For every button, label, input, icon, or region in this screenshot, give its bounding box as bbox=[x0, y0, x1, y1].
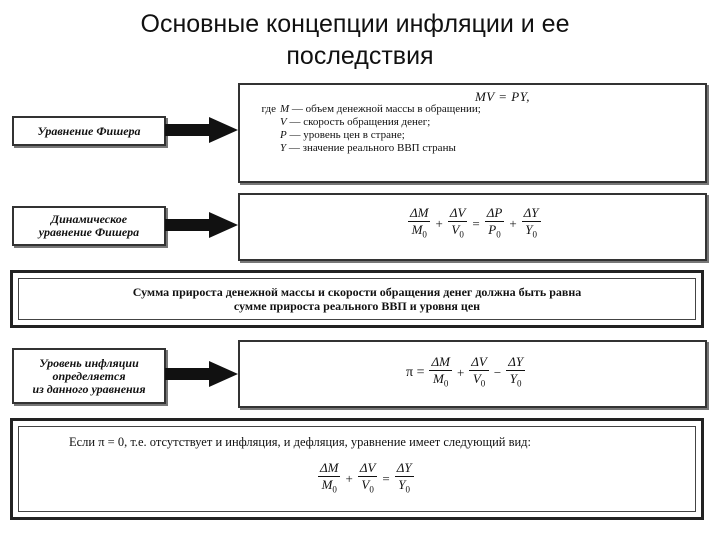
fisher-variable-list bbox=[248, 103, 481, 155]
inflation-label-line-1: Уровень инфляции bbox=[39, 355, 139, 370]
operator: + bbox=[435, 215, 443, 231]
operator: + bbox=[345, 470, 353, 486]
fisher-equation: MV = PY, bbox=[474, 89, 531, 104]
operator: − bbox=[493, 364, 502, 380]
inflation-lhs: π = bbox=[406, 364, 425, 380]
inflation-level-label bbox=[12, 348, 166, 404]
inflation-formula bbox=[404, 355, 528, 391]
arrow-right-icon bbox=[165, 212, 239, 238]
conclusion-banner-inner bbox=[18, 278, 696, 320]
fraction: $\frac{\Delta M}{M_0}$ bbox=[320, 460, 339, 495]
zero-inflation-box-inner bbox=[18, 426, 696, 512]
inflation-label-line-3: из данного уравнения bbox=[32, 381, 146, 396]
fisher-label-text: Уравнение Фишера bbox=[37, 123, 141, 138]
banner-line-1: Сумма прироста денежной массы и скорости обращения денег должна быть равна bbox=[132, 285, 582, 299]
operator: + bbox=[509, 215, 517, 231]
variable-definition: V — скорость обращения денег; bbox=[280, 116, 431, 128]
banner-line-2: сумме прироста реального ВВП и уровня цен bbox=[233, 299, 481, 313]
fraction: $\frac{\Delta Y}{Y_0}$ bbox=[396, 460, 412, 495]
zero-inflation-formula bbox=[315, 461, 417, 497]
fraction: $\frac{\Delta Y}{Y_0}$ bbox=[508, 354, 524, 389]
variable-definition: P — уровень цен в стране; bbox=[280, 129, 405, 141]
fraction: $\frac{\Delta M}{M_0}$ bbox=[431, 354, 450, 389]
variable-definition: где M — объем денежной массы в обращении; bbox=[261, 103, 481, 115]
fisher-definition-box bbox=[238, 83, 707, 183]
operator: = bbox=[382, 470, 390, 486]
fraction: $\frac{\Delta P}{P_0}$ bbox=[486, 205, 503, 240]
fraction: $\frac{\Delta V}{V_0}$ bbox=[471, 354, 487, 389]
conclusion-banner bbox=[10, 270, 704, 328]
dynamic-fisher-label bbox=[12, 206, 166, 246]
title-line-1: Основные концепции инфляции и ее bbox=[140, 10, 570, 38]
operator: + bbox=[456, 364, 465, 380]
fraction: $\frac{\Delta V}{V_0}$ bbox=[359, 460, 376, 495]
variable-definition: Y — значение реального ВВП страны bbox=[280, 142, 456, 154]
zero-inflation-text: Если π = 0, т.е. отсутствует и инфляция, и дефляция, уравнение имеет следующий вид: bbox=[69, 435, 532, 449]
operator: = bbox=[472, 215, 480, 231]
inflation-formula-box bbox=[238, 340, 707, 408]
fisher-label bbox=[12, 116, 166, 146]
zero-inflation-box bbox=[10, 418, 704, 520]
title-line-2: последствия bbox=[286, 42, 434, 70]
dynamic-fisher-box bbox=[238, 193, 707, 261]
fraction: $\frac{\Delta V}{V_0}$ bbox=[449, 205, 466, 240]
fraction: $\frac{\Delta Y}{Y_0}$ bbox=[523, 205, 539, 240]
dynamic-label-line-1: Динамическое bbox=[50, 212, 128, 226]
arrow-right-icon bbox=[165, 117, 239, 143]
page-title bbox=[0, 8, 720, 72]
dynamic-fisher-formula bbox=[405, 206, 544, 242]
dynamic-label-line-2: уравнение Фишера bbox=[38, 225, 140, 239]
fraction: $\frac{\Delta M}{M_0}$ bbox=[410, 205, 429, 240]
arrow-right-icon bbox=[165, 361, 239, 387]
inflation-label-line-2: определяется bbox=[52, 368, 126, 383]
